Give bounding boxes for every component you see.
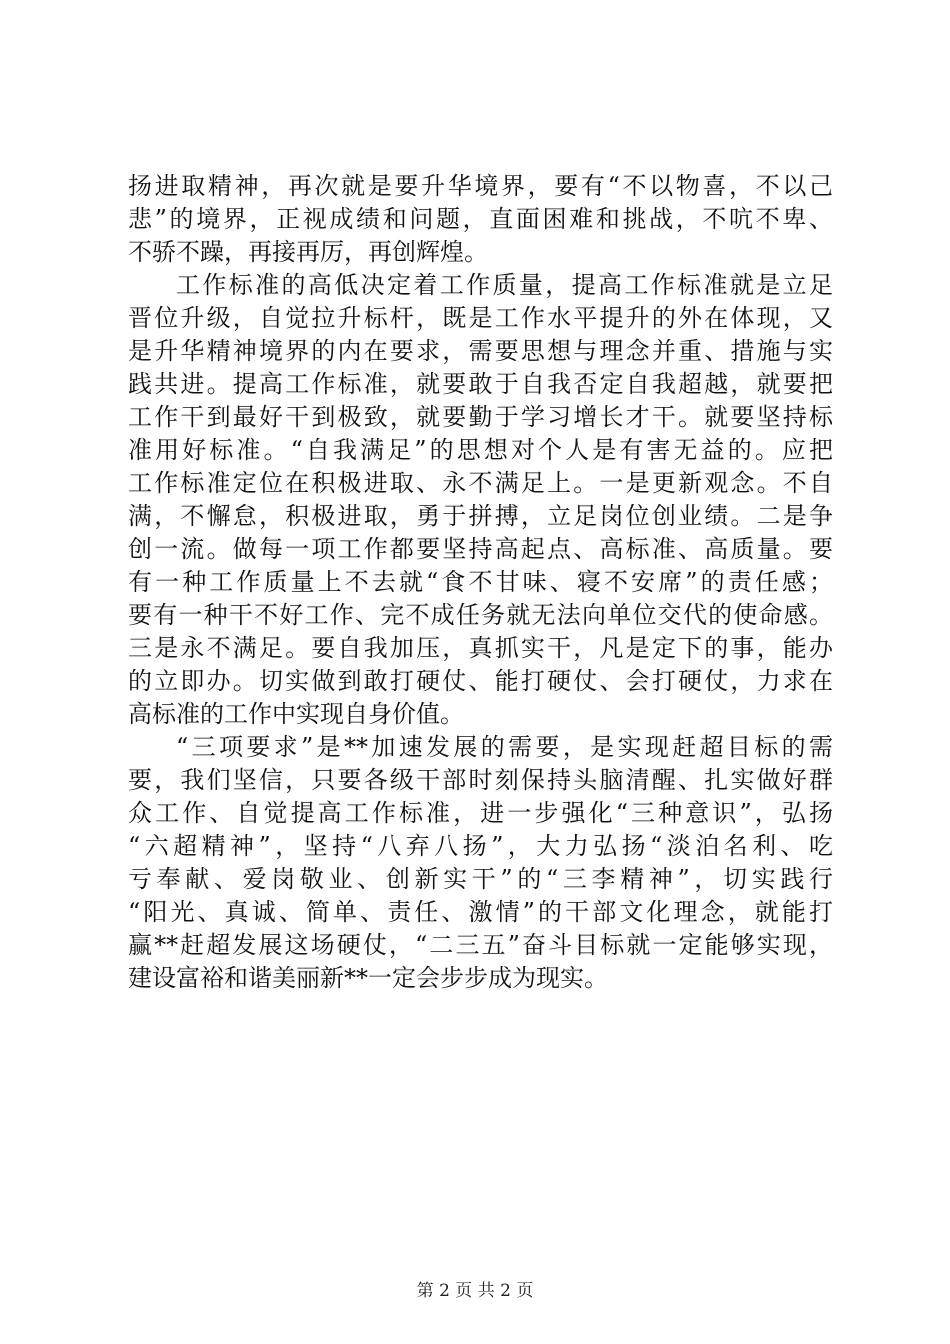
text-line: 是升华精神境界的内在要求，需要思想与理念并重、措施与实 bbox=[128, 337, 833, 365]
text-line: 工作标准定位在积极进取、永不满足上。一是更新观念。不自 bbox=[128, 469, 833, 497]
text-line: 有一种工作质量上不去就“食不甘味、寝不安席”的责任感； bbox=[128, 568, 833, 596]
text-line: 晋位升级，自觉拉升标杆，既是工作水平提升的外在体现，又 bbox=[128, 304, 833, 332]
text-line: 建设富裕和谐美丽新**一定会步步成为现实。 bbox=[128, 964, 608, 992]
text-line: 工作标准的高低决定着工作质量，提高工作标准就是立足 bbox=[176, 271, 833, 299]
text-line: 要，我们坚信，只要各级干部时刻保持头脑清醒、扎实做好群 bbox=[128, 766, 833, 794]
text-line: 不骄不躁，再接再厉，再创辉煌。 bbox=[128, 238, 488, 266]
paragraph bbox=[128, 269, 833, 731]
text-line: 赢**赶超发展这场硬仗，“二三五”奋斗目标就一定能够实现， bbox=[128, 931, 833, 959]
document-body bbox=[128, 170, 833, 995]
text-line: 准用好标准。“自我满足”的思想对个人是有害无益的。应把 bbox=[128, 436, 833, 464]
text-line: 众工作、自觉提高工作标准，进一步强化“三种意识”，弘扬 bbox=[128, 799, 833, 827]
text-line: 亏奉献、爱岗敬业、创新实干”的“三李精神”，切实践行 bbox=[128, 865, 833, 893]
text-line: 践共进。提高工作标准，就要敢于自我否定自我超越，就要把 bbox=[128, 370, 833, 398]
text-line: 要有一种干不好工作、完不成任务就无法向单位交代的使命感。 bbox=[128, 601, 833, 629]
page-footer: 第 2 页 共 2 页 bbox=[416, 1281, 534, 1301]
text-line: “三项要求”是**加速发展的需要，是实现赶超目标的需 bbox=[176, 733, 833, 761]
text-line: 满，不懈怠，积极进取，勇于拼搏，立足岗位创业绩。二是争 bbox=[128, 502, 833, 530]
text-line: 三是永不满足。要自我加压，真抓实干，凡是定下的事，能办 bbox=[128, 634, 833, 662]
paragraph bbox=[128, 170, 833, 269]
text-line: 扬进取精神，再次就是要升华境界，要有“不以物喜，不以己 bbox=[128, 172, 833, 200]
paragraph bbox=[128, 731, 833, 995]
text-line: 的立即办。切实做到敢打硬仗、能打硬仗、会打硬仗，力求在 bbox=[128, 667, 833, 695]
text-line: 工作干到最好干到极致，就要勤于学习增长才干。就要坚持标 bbox=[128, 403, 833, 431]
text-line: 高标准的工作中实现自身价值。 bbox=[128, 700, 464, 728]
text-line: 悲”的境界，正视成绩和问题，直面困难和挑战，不吭不卑、 bbox=[128, 205, 833, 233]
text-line: “六超精神”，坚持“八弃八扬”，大力弘扬“淡泊名利、吃 bbox=[128, 832, 833, 860]
text-line: 创一流。做每一项工作都要坚持高起点、高标准、高质量。要 bbox=[128, 535, 833, 563]
text-line: “阳光、真诚、简单、责任、激情”的干部文化理念，就能打 bbox=[128, 898, 833, 926]
